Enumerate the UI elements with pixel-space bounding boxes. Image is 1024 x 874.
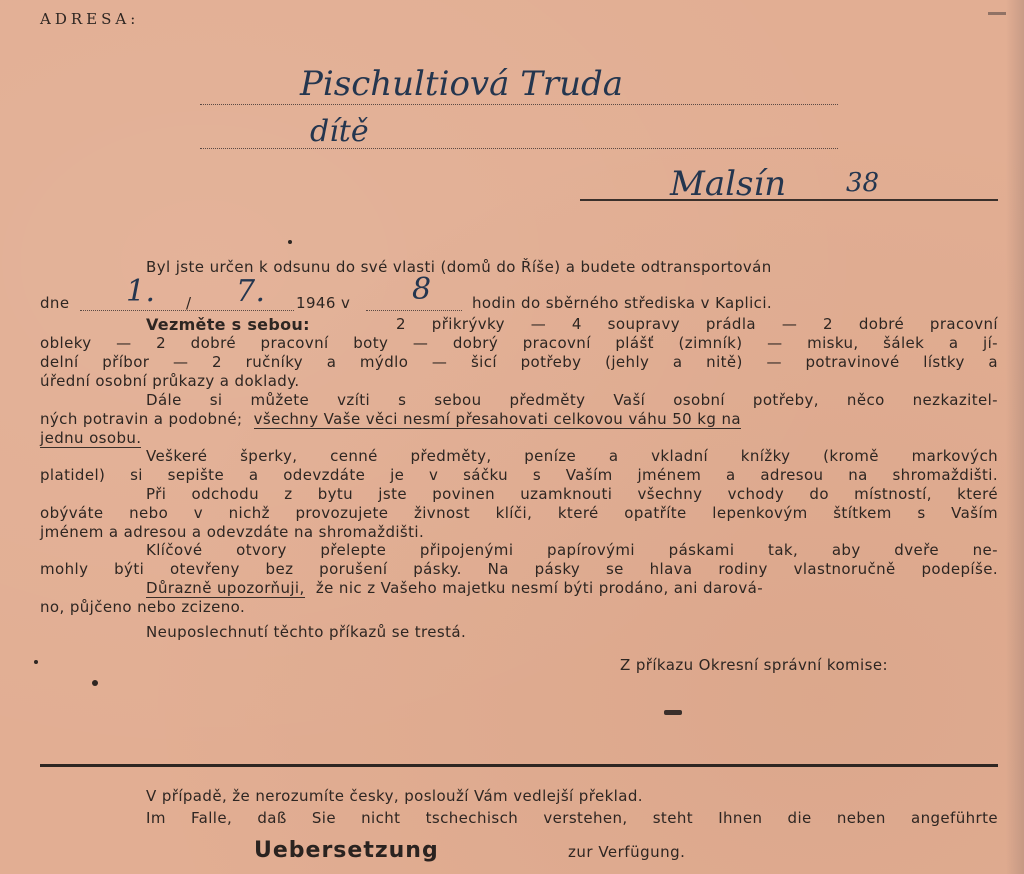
paragraph-line-mixed — [146, 578, 998, 599]
ink-dash — [664, 710, 682, 715]
footer-czech-note: V případě, že nerozumíte česky, poslouží Vám vedlejší překlad. — [146, 787, 643, 805]
underlined-per-person: jednu osobu. — [40, 429, 142, 447]
paragraph-line: delní příbor — 2 ručníky a mýdlo — šicí potřeby (jehly a nitě) — potravinové lístky a — [40, 353, 998, 371]
paragraph-line: mohly býti otevřeny bez porušení pásky. Na pásky se hlava rodiny vlastnoručně podepíše. — [40, 560, 998, 578]
paragraph-line-mixed — [40, 409, 998, 430]
paragraph-line: Při odchodu z bytu jste povinen uzamknouti všechny vchody do místností, které — [146, 485, 998, 503]
footer-german-note: Im Falle, daß Sie nicht tschechisch verstehen, steht Ihnen die neben angeführte — [146, 809, 998, 827]
address-underline-3 — [580, 199, 998, 201]
paragraph-line: Neuposlechnutí těchto příkazů se trestá. — [146, 623, 467, 641]
paragraph-line: úřední osobní průkazy a doklady. — [40, 372, 300, 390]
handwritten-day: 1. — [126, 274, 156, 309]
paragraph-fragment: že nic z Vašeho majetku nesmí býti prodáno, ani darová- — [315, 579, 764, 597]
paragraph-line — [40, 428, 141, 449]
paragraph-fragment: ných potravin a podobné; — [40, 410, 243, 428]
handwritten-relation: dítě — [310, 114, 369, 149]
ink-speck — [92, 680, 98, 686]
paragraph-line: jménem a adresou a odevzdáte na shromaždišti. — [40, 523, 425, 541]
paragraph-line: no, půjčeno nebo zcizeno. — [40, 598, 246, 616]
handwritten-name: Pischultiová Truda — [300, 64, 624, 104]
ink-speck — [288, 240, 292, 244]
handwritten-month: 7. — [236, 274, 266, 309]
signature-text: Z příkazu Okresní správní komise: — [620, 656, 888, 674]
date-suffix: hodin do sběrného střediska v Kaplici. — [472, 294, 773, 312]
underlined-emphasis: Důrazně upozorňuji, — [146, 579, 305, 597]
paragraph-line: Byl jste určen k odsunu do své vlasti (domů do Říše) a budete odtransportován — [146, 258, 772, 276]
handwritten-town: Malsín — [670, 164, 787, 204]
address-dotted-line-2 — [200, 148, 838, 149]
address-label: ADRESA: — [40, 10, 140, 28]
translation-heading: Uebersetzung — [254, 838, 439, 863]
paragraph-line: platidel) si sepište a odevzdáte je v sáčku s Vaším jménem a adresou na shromaždišti. — [40, 466, 998, 484]
paragraph-line: obýváte nebo v nichž provozujete živnost klíči, které opatříte lepenkovým štítkem s Vaším — [40, 504, 998, 522]
handwritten-house-number: 38 — [846, 168, 880, 198]
ink-speck — [34, 660, 38, 664]
paragraph-line: Dále si můžete vzíti s sebou předměty Vaší osobní potřeby, něco nezkazitel- — [146, 391, 998, 409]
date-year-text: 1946 v — [296, 294, 351, 312]
translation-availability: zur Verfügung. — [568, 843, 686, 861]
transport-date-row — [40, 272, 998, 316]
edge-mark — [988, 12, 1006, 15]
underlined-weight-limit: všechny Vaše věci nesmí přesahovati celkovou váhu 50 kg na — [253, 410, 741, 428]
handwritten-hour: 8 — [412, 272, 432, 307]
address-dotted-line-1 — [200, 104, 838, 105]
paragraph-line: Veškeré šperky, cenné předměty, peníze a vkladní knížky (kromě markových — [146, 447, 998, 465]
paragraph-line: Klíčové otvory přelepte připojenými papírovými páskami tak, aby dveře ne- — [146, 541, 998, 559]
paragraph-line: obleky — 2 dobré pracovní boty — dobrý pracovní plášť (zimník) — misku, šálek a jí- — [40, 334, 998, 352]
divider-rule — [40, 764, 998, 767]
page-edge-shadow — [1006, 0, 1024, 874]
paragraph-line: 2 přikrývky — 4 soupravy prádla — 2 dobré pracovní — [396, 315, 998, 333]
date-prefix: dne — [40, 294, 70, 312]
date-slash: / — [186, 294, 192, 312]
bold-heading: Vezměte s sebou: — [146, 315, 310, 334]
